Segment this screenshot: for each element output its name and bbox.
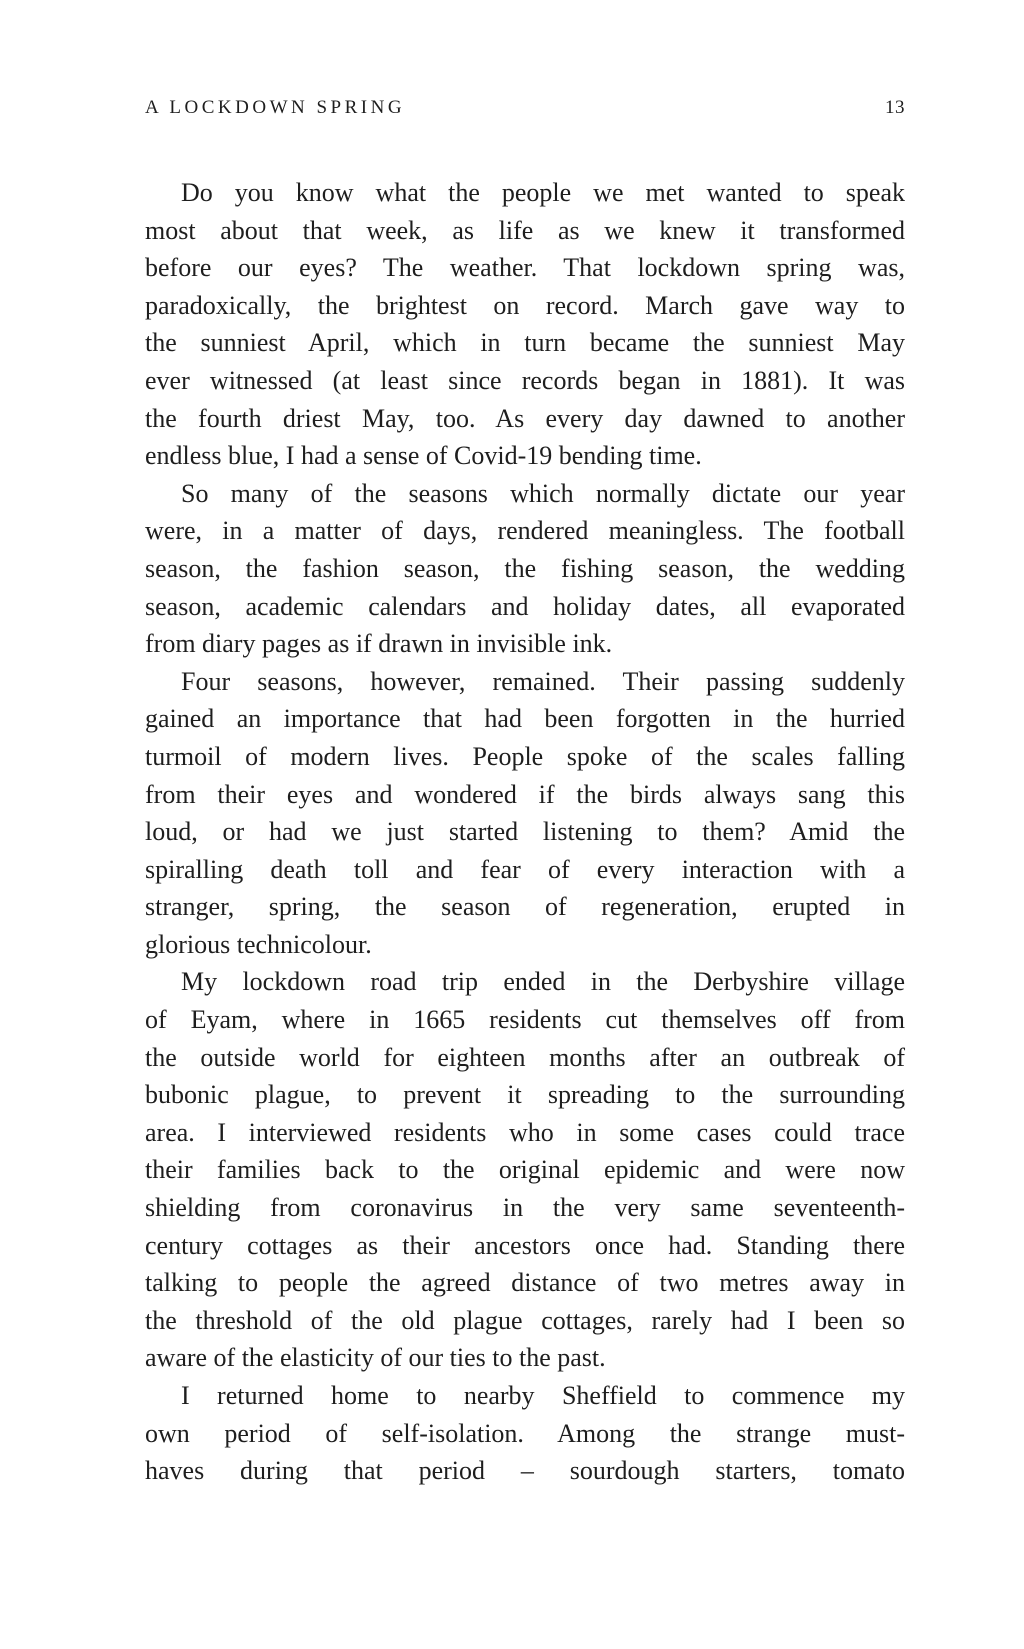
text-line: I returned home to nearby Sheffield to commence my [181, 1381, 905, 1410]
text-line: paradoxically, the brightest on record. March gave way to [145, 290, 905, 320]
text-line: Do you know what the people we met wanted to speak [181, 178, 905, 207]
text-line: My lockdown road trip ended in the Derbyshire village [181, 967, 905, 997]
text-line: ever witnessed (at least since records began in 1881). It was [145, 365, 905, 395]
text-line: gained an importance that had been forgotten in the hurried [145, 704, 905, 734]
text-line: were, in a matter of days, rendered meaningless. The football [145, 516, 905, 546]
text-line: from their eyes and wondered if the birds always sang this [145, 779, 905, 809]
text-line: So many of the seasons which normally dictate our year [181, 478, 905, 508]
text-line: endless blue, I had a sense of Covid-19 bending time. [145, 441, 702, 471]
text-line: the sunniest April, which in turn became the sunniest May [145, 328, 905, 358]
text-line: glorious technicolour. [145, 929, 372, 959]
text-line: bubonic plague, to prevent it spreading to the surrounding [145, 1080, 905, 1110]
text-line: haves during that period – sourdough starters, tomato [145, 1456, 905, 1486]
text-line: shielding from coronavirus in the very same seventeenth- [145, 1193, 905, 1223]
text-line: century cottages as their ancestors once had. Standing there [145, 1230, 905, 1260]
text-line: turmoil of modern lives. People spoke of the scales falling [145, 741, 905, 771]
paragraph [145, 1377, 905, 1490]
paragraph [145, 663, 905, 964]
text-line: before our eyes? The weather. That lockdown spring was, [145, 253, 905, 283]
paragraph [145, 475, 905, 663]
text-line: from diary pages as if drawn in invisible ink. [145, 629, 613, 659]
text-line: aware of the elasticity of our ties to the past. [145, 1343, 606, 1373]
text-line: their families back to the original epidemic and were now [145, 1155, 905, 1185]
text-line: Four seasons, however, remained. Their passing suddenly [181, 666, 905, 696]
text-line: spiralling death toll and fear of every interaction with a [145, 854, 905, 884]
body-text [145, 174, 905, 1490]
text-line: loud, or had we just started listening to them? Amid the [145, 817, 905, 847]
text-line: area. I interviewed residents who in some cases could trace [145, 1117, 905, 1147]
text-line: talking to people the agreed distance of two metres away in [145, 1268, 905, 1298]
text-line: season, the fashion season, the fishing season, the wedding [145, 553, 905, 583]
text-line: of Eyam, where in 1665 residents cut themselves off from [145, 1005, 905, 1035]
paragraph [145, 963, 905, 1377]
text-line: the threshold of the old plague cottages, rarely had I been so [145, 1305, 905, 1335]
page-header [145, 96, 905, 120]
page-number: 13 [885, 97, 905, 118]
text-line: the outside world for eighteen months after an outbreak of [145, 1042, 905, 1072]
text-line: most about that week, as life as we knew it transformed [145, 215, 905, 245]
text-line: stranger, spring, the season of regeneration, erupted in [145, 892, 905, 922]
text-line: own period of self-isolation. Among the strange must- [145, 1418, 905, 1448]
paragraph [145, 174, 905, 475]
text-line: season, academic calendars and holiday dates, all evaporated [145, 591, 905, 621]
text-line: the fourth driest May, too. As every day dawned to another [145, 403, 905, 433]
running-head-title: A LOCKDOWN SPRING [145, 97, 406, 118]
